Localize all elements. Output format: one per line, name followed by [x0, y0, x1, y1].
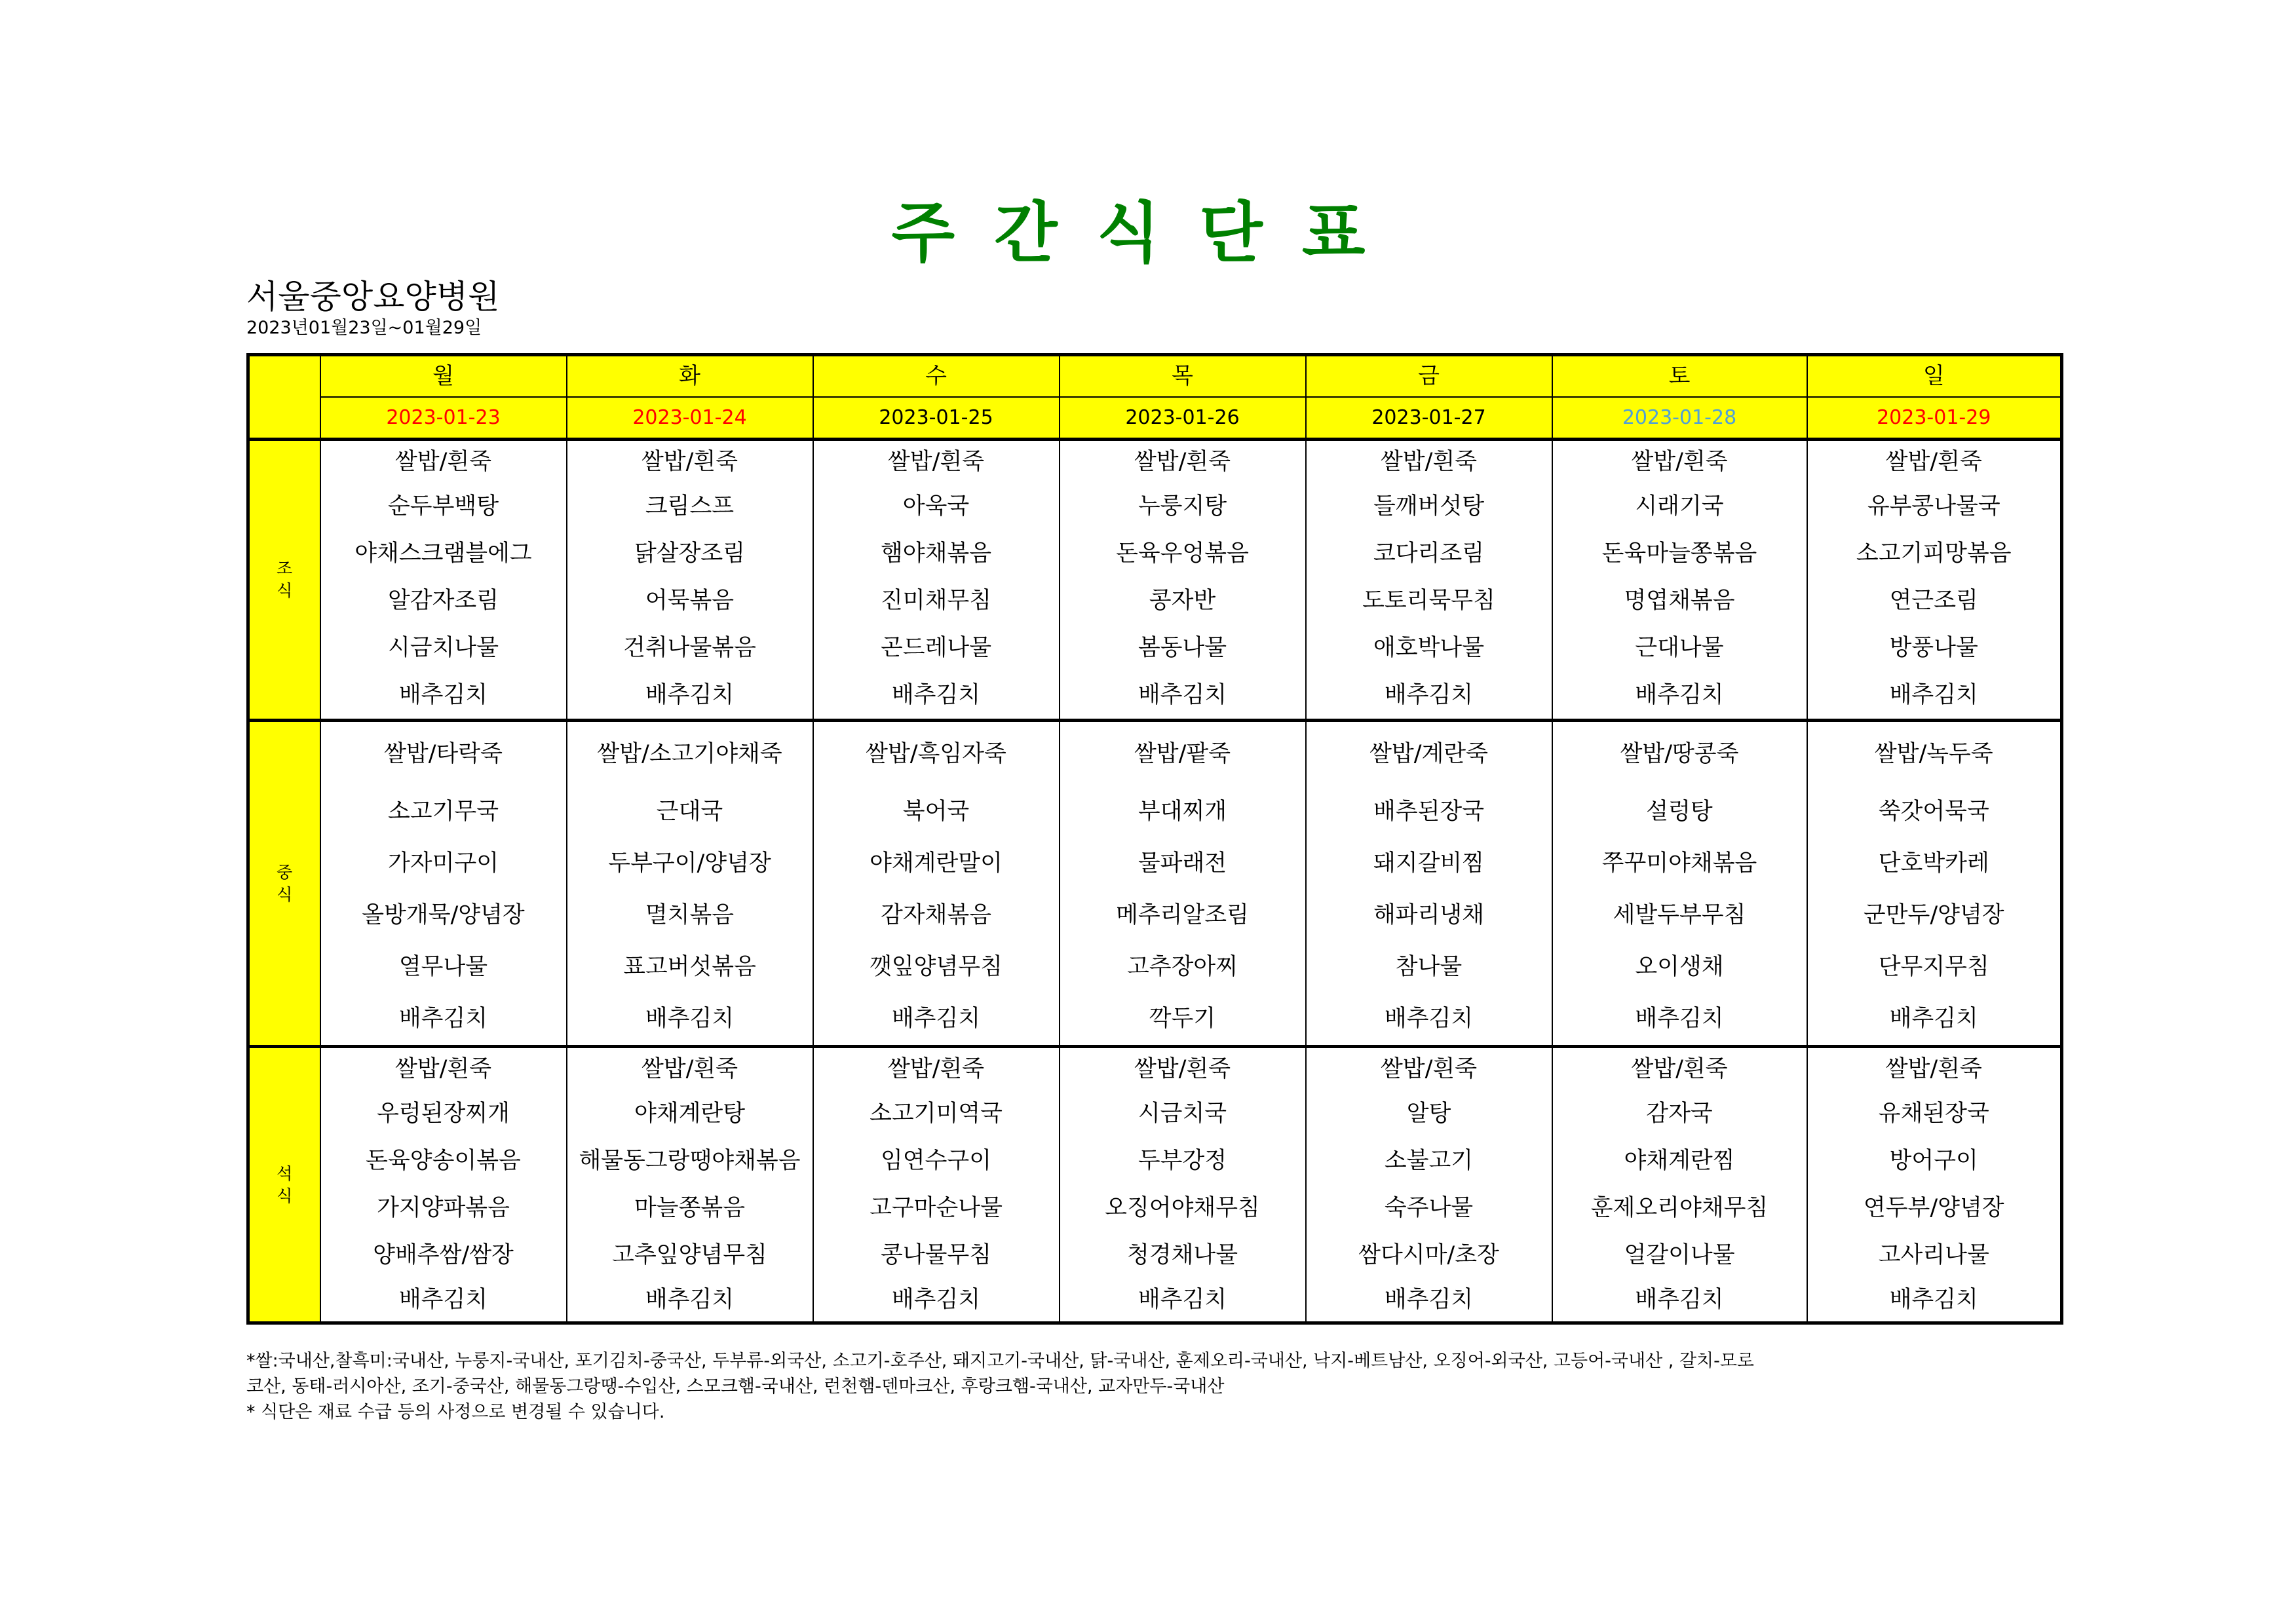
menu-item: 쌀밥/흰죽: [1134, 449, 1231, 475]
menu-item: 햄야채볶음: [880, 540, 992, 567]
day-header-row: [248, 355, 2062, 398]
meal-label-char: 식: [277, 1186, 293, 1205]
menu-cell: [1807, 1047, 2062, 1323]
menu-item: 연근조림: [1889, 588, 1978, 614]
menu-item: 메추리알조림: [1116, 902, 1249, 928]
weekly-menu-table: [246, 353, 2063, 1325]
menu-item: 배추김치: [398, 1006, 488, 1032]
meal-row: [248, 1047, 2062, 1323]
menu-item: 쌀밥/흰죽: [1885, 1056, 1982, 1082]
menu-item: 쭈꾸미야채볶음: [1601, 850, 1757, 877]
menu-cell: [567, 721, 813, 1047]
menu-item: 소불고기: [1384, 1148, 1474, 1174]
date-header: 2023-01-26: [1060, 397, 1306, 440]
menu-item: 단무지무침: [1878, 954, 1989, 980]
menu-item: 진미채무침: [880, 588, 992, 614]
menu-period: 2023년01월23일~01월29일: [246, 318, 482, 338]
date-header: 2023-01-25: [813, 397, 1060, 440]
meal-label-char: 조: [277, 559, 293, 578]
menu-item: 닭살장조림: [634, 540, 746, 567]
menu-item: 멸치볶음: [645, 902, 735, 928]
menu-item: 콩나물무침: [880, 1242, 992, 1268]
menu-item: 아욱국: [902, 493, 970, 519]
menu-item: 쌀밥/흰죽: [1380, 1056, 1478, 1082]
menu-item: 봄동나물: [1138, 635, 1227, 661]
menu-item: 쌀밥/흰죽: [1380, 449, 1478, 475]
menu-item: 방풍나물: [1889, 635, 1978, 661]
menu-item: 도토리묵무침: [1362, 588, 1495, 614]
menu-item: 쌀밥/흰죽: [1631, 449, 1728, 475]
day-header: 수: [813, 355, 1060, 398]
menu-item: 근대국: [656, 799, 723, 825]
menu-item: 쌀밥/계란죽: [1369, 741, 1488, 767]
menu-item: 배추김치: [645, 1006, 735, 1032]
menu-item: 야채스크램블에그: [354, 540, 532, 567]
menu-item: 쌀밥/흰죽: [1885, 449, 1982, 475]
menu-cell: [320, 440, 567, 721]
menu-cell: [1060, 721, 1306, 1047]
menu-item: 순두부백탕: [387, 493, 499, 519]
menu-item: 시금치국: [1138, 1101, 1227, 1127]
menu-item: 양배추쌈/쌈장: [373, 1242, 514, 1268]
meal-label-char: 식: [277, 581, 293, 600]
day-header: 목: [1060, 355, 1306, 398]
menu-item: 배추김치: [1635, 1287, 1724, 1313]
menu-item: 배추김치: [398, 1287, 488, 1313]
menu-cell: [1807, 440, 2062, 721]
menu-item: 북어국: [902, 799, 970, 825]
menu-item: 쌀밥/흰죽: [394, 1056, 492, 1082]
menu-cell: [1060, 440, 1306, 721]
menu-item: 곤드레나물: [880, 635, 992, 661]
menu-cell: [1306, 721, 1552, 1047]
menu-cell: [1552, 721, 1807, 1047]
menu-item: 쌀밥/타락죽: [384, 741, 503, 767]
menu-item: 배추김치: [1635, 682, 1724, 708]
menu-item: 애호박나물: [1373, 635, 1485, 661]
menu-item: 쌀밥/흰죽: [641, 449, 738, 475]
menu-item: 두부강정: [1138, 1148, 1227, 1174]
menu-item: 쌀밥/흰죽: [641, 1056, 738, 1082]
menu-item: 어묵볶음: [645, 588, 735, 614]
menu-item: 야채계란말이: [870, 850, 1003, 877]
menu-item: 배추김치: [1384, 1006, 1474, 1032]
menu-item: 근대나물: [1635, 635, 1724, 661]
menu-item: 고구마순나물: [870, 1195, 1003, 1221]
menu-item: 쌀밥/흰죽: [1134, 1056, 1231, 1082]
menu-item: 배추김치: [645, 682, 735, 708]
menu-item: 배추김치: [891, 682, 981, 708]
menu-item: 배추김치: [1889, 682, 1978, 708]
menu-item: 유채된장국: [1878, 1101, 1989, 1127]
menu-item: 돈육양송이볶음: [366, 1148, 521, 1174]
menu-item: 배추김치: [645, 1287, 735, 1313]
menu-cell: [1060, 1047, 1306, 1323]
date-header-row: [248, 397, 2062, 440]
menu-item: 명엽채볶음: [1624, 588, 1735, 614]
menu-item: 배추김치: [1384, 1287, 1474, 1313]
menu-item: 가지양파볶음: [377, 1195, 510, 1221]
menu-item: 배추김치: [1889, 1006, 1978, 1032]
menu-item: 고사리나물: [1878, 1242, 1989, 1268]
menu-item: 깻잎양념무침: [870, 954, 1003, 980]
menu-item: 우렁된장찌개: [377, 1101, 510, 1127]
menu-item: 누룽지탕: [1138, 493, 1227, 519]
menu-item: 쌀밥/흰죽: [887, 449, 985, 475]
page-title: 주간식단표: [891, 195, 1405, 271]
change-note: * 식단은 재료 수급 등의 사정으로 변경될 수 있습니다.: [246, 1402, 665, 1422]
menu-item: 감자채볶음: [880, 902, 992, 928]
menu-cell: [1552, 440, 1807, 721]
menu-item: 배추김치: [891, 1006, 981, 1032]
day-header: 토: [1552, 355, 1807, 398]
menu-item: 배추김치: [1889, 1287, 1978, 1313]
menu-item: 배추김치: [1138, 1287, 1227, 1313]
menu-item: 배추김치: [891, 1287, 981, 1313]
menu-item: 깍두기: [1149, 1006, 1216, 1032]
menu-item: 들깨버섯탕: [1373, 493, 1485, 519]
menu-item: 유부콩나물국: [1867, 493, 2000, 519]
menu-item: 쌀밥/소고기야채죽: [597, 741, 782, 767]
meal-label-char: 중: [277, 862, 293, 882]
menu-cell: [567, 1047, 813, 1323]
menu-item: 부대찌개: [1138, 799, 1227, 825]
menu-item: 배추김치: [1635, 1006, 1724, 1032]
corner-cell: [248, 355, 320, 440]
meal-label: [248, 1047, 320, 1323]
menu-cell: [1306, 440, 1552, 721]
menu-item: 두부구이/양념장: [608, 850, 771, 877]
menu-item: 쌀밥/흰죽: [1631, 1056, 1728, 1082]
menu-item: 표고버섯볶음: [623, 954, 756, 980]
menu-cell: [813, 440, 1060, 721]
menu-item: 연두부/양념장: [1863, 1195, 2004, 1221]
menu-item: 쌀밥/흑임자죽: [866, 741, 1006, 767]
meal-row: [248, 440, 2062, 721]
menu-cell: [320, 1047, 567, 1323]
date-header: 2023-01-28: [1552, 397, 1807, 440]
menu-item: 가자미구이: [387, 850, 499, 877]
menu-item: 청경채나물: [1126, 1242, 1238, 1268]
menu-item: 감자국: [1646, 1101, 1713, 1127]
menu-item: 야채계란탕: [634, 1101, 746, 1127]
menu-cell: [1552, 1047, 1807, 1323]
menu-cell: [813, 1047, 1060, 1323]
date-header: 2023-01-24: [567, 397, 813, 440]
menu-item: 돈육마늘쫑볶음: [1601, 540, 1757, 567]
menu-item: 고추장아찌: [1126, 954, 1238, 980]
day-header: 화: [567, 355, 813, 398]
menu-item: 고추잎양념무침: [612, 1242, 767, 1268]
menu-cell: [1807, 721, 2062, 1047]
menu-item: 물파래전: [1138, 850, 1227, 877]
menu-item: 야채계란찜: [1624, 1148, 1735, 1174]
menu-item: 건취나물볶음: [623, 635, 756, 661]
menu-cell: [567, 440, 813, 721]
menu-item: 방어구이: [1889, 1148, 1978, 1174]
menu-item: 쌀밥/녹두죽: [1874, 741, 1993, 767]
menu-item: 소고기무국: [387, 799, 499, 825]
date-header: 2023-01-23: [320, 397, 567, 440]
menu-item: 단호박카레: [1878, 850, 1989, 877]
menu-item: 열무나물: [398, 954, 488, 980]
menu-item: 크림스프: [645, 493, 735, 519]
meal-label: [248, 721, 320, 1047]
menu-item: 임연수구이: [880, 1148, 992, 1174]
meal-row: [248, 721, 2062, 1047]
origin-note-line-2: 코산, 동태-러시아산, 조기-중국산, 해물동그랑땡-수입산, 스모크햄-국내산, 런천햄-덴마크산, 후랑크햄-국내산, 교자만두-국내산: [246, 1376, 1225, 1397]
date-header: 2023-01-29: [1807, 397, 2062, 440]
menu-item: 쌀밥/흰죽: [394, 449, 492, 475]
menu-item: 마늘쫑볶음: [634, 1195, 746, 1221]
menu-item: 훈제오리야채무침: [1590, 1195, 1769, 1221]
menu-cell: [813, 721, 1060, 1047]
menu-item: 얼갈이나물: [1624, 1242, 1735, 1268]
menu-item: 올방개묵/양념장: [362, 902, 525, 928]
menu-item: 배추김치: [1384, 682, 1474, 708]
origin-note-line-1: *쌀:국내산,찰흑미:국내산, 누룽지-국내산, 포기김치-중국산, 두부류-외국산, 소고기-호주산, 돼지고기-국내산, 닭-국내산, 훈제오리-국내산, 낙지-베트남산, 오징어-외국산, 고등어-국내산 , 갈치-모로: [246, 1351, 1754, 1371]
menu-item: 소고기미역국: [870, 1101, 1003, 1127]
menu-item: 배추김치: [398, 682, 488, 708]
menu-item: 돼지갈비찜: [1373, 850, 1485, 877]
hospital-name: 서울중앙요양병원: [246, 278, 500, 316]
menu-item: 설렁탕: [1646, 799, 1713, 825]
menu-item: 배추김치: [1138, 682, 1227, 708]
menu-cell: [320, 721, 567, 1047]
menu-cell: [1306, 1047, 1552, 1323]
menu-item: 쑥갓어묵국: [1878, 799, 1989, 825]
menu-item: 오이생채: [1635, 954, 1724, 980]
menu-item: 쌀밥/흰죽: [887, 1056, 985, 1082]
menu-item: 군만두/양념장: [1863, 902, 2004, 928]
menu-item: 숙주나물: [1384, 1195, 1474, 1221]
menu-item: 쌀밥/팥죽: [1134, 741, 1231, 767]
menu-item: 참나물: [1395, 954, 1463, 980]
menu-item: 세발두부무침: [1613, 902, 1746, 928]
day-header: 일: [1807, 355, 2062, 398]
menu-item: 시금치나물: [387, 635, 499, 661]
menu-item: 알감자조림: [387, 588, 499, 614]
menu-item: 알탕: [1406, 1101, 1451, 1127]
menu-item: 해물동그랑땡야채볶음: [579, 1148, 801, 1174]
notes: [246, 1348, 2068, 1425]
day-header: 월: [320, 355, 567, 398]
menu-item: 배추된장국: [1373, 799, 1485, 825]
meal-label-char: 석: [277, 1163, 293, 1183]
menu-item: 쌈다시마/초장: [1358, 1242, 1499, 1268]
menu-item: 콩자반: [1149, 588, 1216, 614]
date-header: 2023-01-27: [1306, 397, 1552, 440]
day-header: 금: [1306, 355, 1552, 398]
menu-item: 코다리조림: [1373, 540, 1485, 567]
menu-item: 소고기피망볶음: [1856, 540, 2012, 567]
menu-item: 오징어야채무침: [1105, 1195, 1260, 1221]
meal-label: [248, 440, 320, 721]
menu-item: 시래기국: [1635, 493, 1724, 519]
menu-item: 해파리냉채: [1373, 902, 1485, 928]
meal-label-char: 식: [277, 884, 293, 904]
menu-item: 쌀밥/땅콩죽: [1620, 741, 1739, 767]
menu-item: 돈육우엉볶음: [1116, 540, 1249, 567]
